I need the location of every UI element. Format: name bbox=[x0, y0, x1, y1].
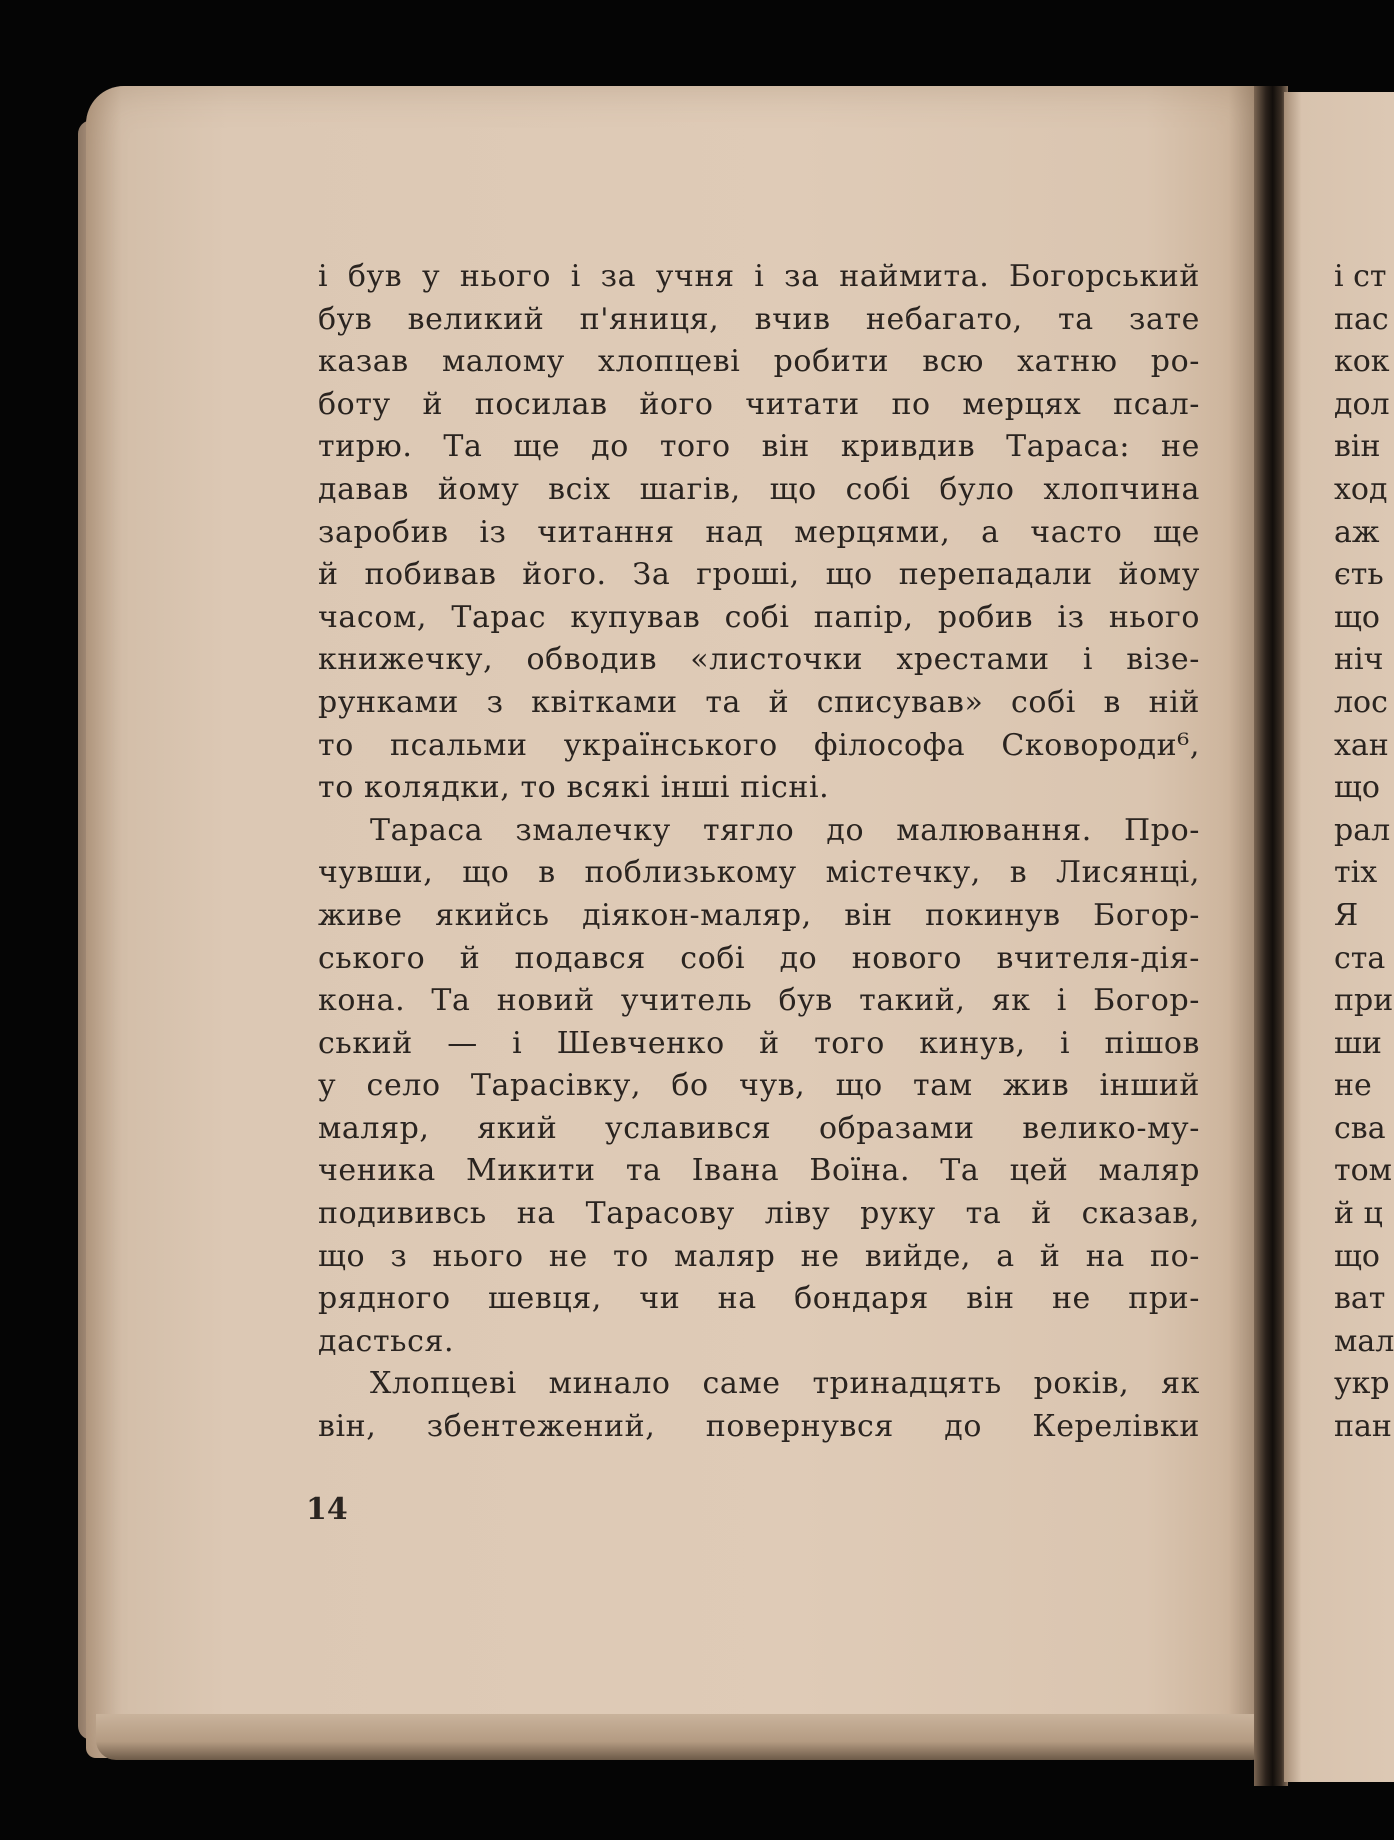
text-line: давав йому всіх шагів, що собі було хлопчина bbox=[318, 471, 1200, 507]
text-line: що з нього не то маляр не вийде, а й на по- bbox=[318, 1238, 1200, 1274]
text-fragment: ніч bbox=[1334, 642, 1384, 678]
text-fragment: лос bbox=[1334, 684, 1388, 720]
book-gutter bbox=[1254, 86, 1288, 1786]
text-line: рунками з квітками та й списував» собі в ній bbox=[318, 684, 1200, 720]
text-line: був великий п'яниця, вчив небагато, та зате bbox=[318, 301, 1200, 337]
text-fragment: він bbox=[1334, 429, 1381, 465]
text-line: і був у нього і за учня і за наймита. Богорський bbox=[318, 259, 1200, 294]
text-fragment: тіх bbox=[1334, 855, 1378, 891]
text-fragment: мал bbox=[1334, 1323, 1394, 1359]
text-line: то псальми українського філософа Сковороди⁶, bbox=[318, 727, 1200, 763]
text-fragment: пан bbox=[1334, 1409, 1392, 1445]
text-line: ського й подався собі до нового вчителя-дія- bbox=[318, 940, 1200, 976]
text-line: заробив із читання над мерцями, а часто ще bbox=[318, 514, 1200, 550]
text-fragment: що bbox=[1334, 599, 1380, 635]
text-line: тирю. Та ще до того він кривдив Тараса: не bbox=[318, 429, 1200, 465]
text-fragment: пас bbox=[1334, 301, 1389, 337]
text-fragment: дол bbox=[1334, 386, 1390, 422]
text-fragment: укр bbox=[1334, 1366, 1390, 1402]
text-line: кона. Та новий учитель був такий, як і Богор- bbox=[318, 983, 1200, 1019]
text-line: він, збентежений, повернувся до Керелівки bbox=[318, 1409, 1200, 1445]
text-line: живе якийсь діякон-маляр, він покинув Богор- bbox=[318, 897, 1200, 933]
text-line: маляр, який уславився образами велико-му- bbox=[318, 1110, 1200, 1146]
text-fragment: ста bbox=[1334, 940, 1386, 976]
left-page-bottom-edge bbox=[96, 1714, 1264, 1760]
text-fragment: ват bbox=[1334, 1281, 1386, 1317]
text-fragment: що bbox=[1334, 770, 1380, 806]
text-fragment: що bbox=[1334, 1238, 1380, 1274]
text-line: боту й посилав його читати по мерцях псал- bbox=[318, 386, 1200, 422]
text-line: Хлопцеві минало саме тринадцять років, як bbox=[370, 1366, 1200, 1402]
text-line: казав малому хлопцеві робити всю хатню ро- bbox=[318, 344, 1200, 380]
text-fragment: ход bbox=[1334, 471, 1388, 507]
left-page-text bbox=[318, 256, 1200, 1449]
text-line: Тараса змалечку тягло до малювання. Про- bbox=[370, 812, 1200, 848]
text-line: й побивав його. За гроші, що перепадали йому bbox=[318, 557, 1200, 593]
text-line: то колядки, то всякі інші пісні. bbox=[318, 770, 830, 806]
text-fragment: аж bbox=[1334, 514, 1380, 550]
text-line: чувши, що в поблизькому містечку, в Лисянці, bbox=[318, 855, 1200, 891]
text-line: ський — і Шевченко й того кинув, і пішов bbox=[318, 1025, 1200, 1061]
text-fragment: ши bbox=[1334, 1025, 1382, 1061]
text-fragment: при bbox=[1334, 983, 1394, 1019]
text-fragment: кок bbox=[1334, 344, 1390, 380]
text-line: ченика Микити та Івана Воїна. Та цей маляр bbox=[318, 1153, 1200, 1189]
text-fragment: не bbox=[1334, 1068, 1372, 1104]
text-fragment: сва bbox=[1334, 1110, 1386, 1146]
text-fragment: рал bbox=[1334, 812, 1391, 848]
text-fragment: й ц bbox=[1334, 1196, 1383, 1232]
right-page-text-fragments bbox=[1334, 256, 1394, 1449]
text-fragment: хан bbox=[1334, 727, 1389, 763]
text-line: книжечку, обводив «листочки хрестами і візе- bbox=[318, 642, 1200, 678]
text-line: рядного шевця, чи на бондаря він не при- bbox=[318, 1281, 1200, 1317]
text-line: часом, Тарас купував собі папір, робив із нього bbox=[318, 599, 1200, 635]
page-number: 14 bbox=[306, 1492, 348, 1527]
text-fragment: єть bbox=[1334, 557, 1384, 593]
text-line: дасться. bbox=[318, 1323, 455, 1359]
text-line: подививсь на Тарасову ліву руку та й сказав, bbox=[318, 1196, 1200, 1232]
text-fragment: том bbox=[1334, 1153, 1392, 1189]
text-line: у село Тарасівку, бо чув, що там жив інший bbox=[318, 1068, 1200, 1104]
text-fragment: і ст bbox=[1334, 259, 1387, 294]
text-fragment: Я bbox=[1334, 897, 1359, 933]
